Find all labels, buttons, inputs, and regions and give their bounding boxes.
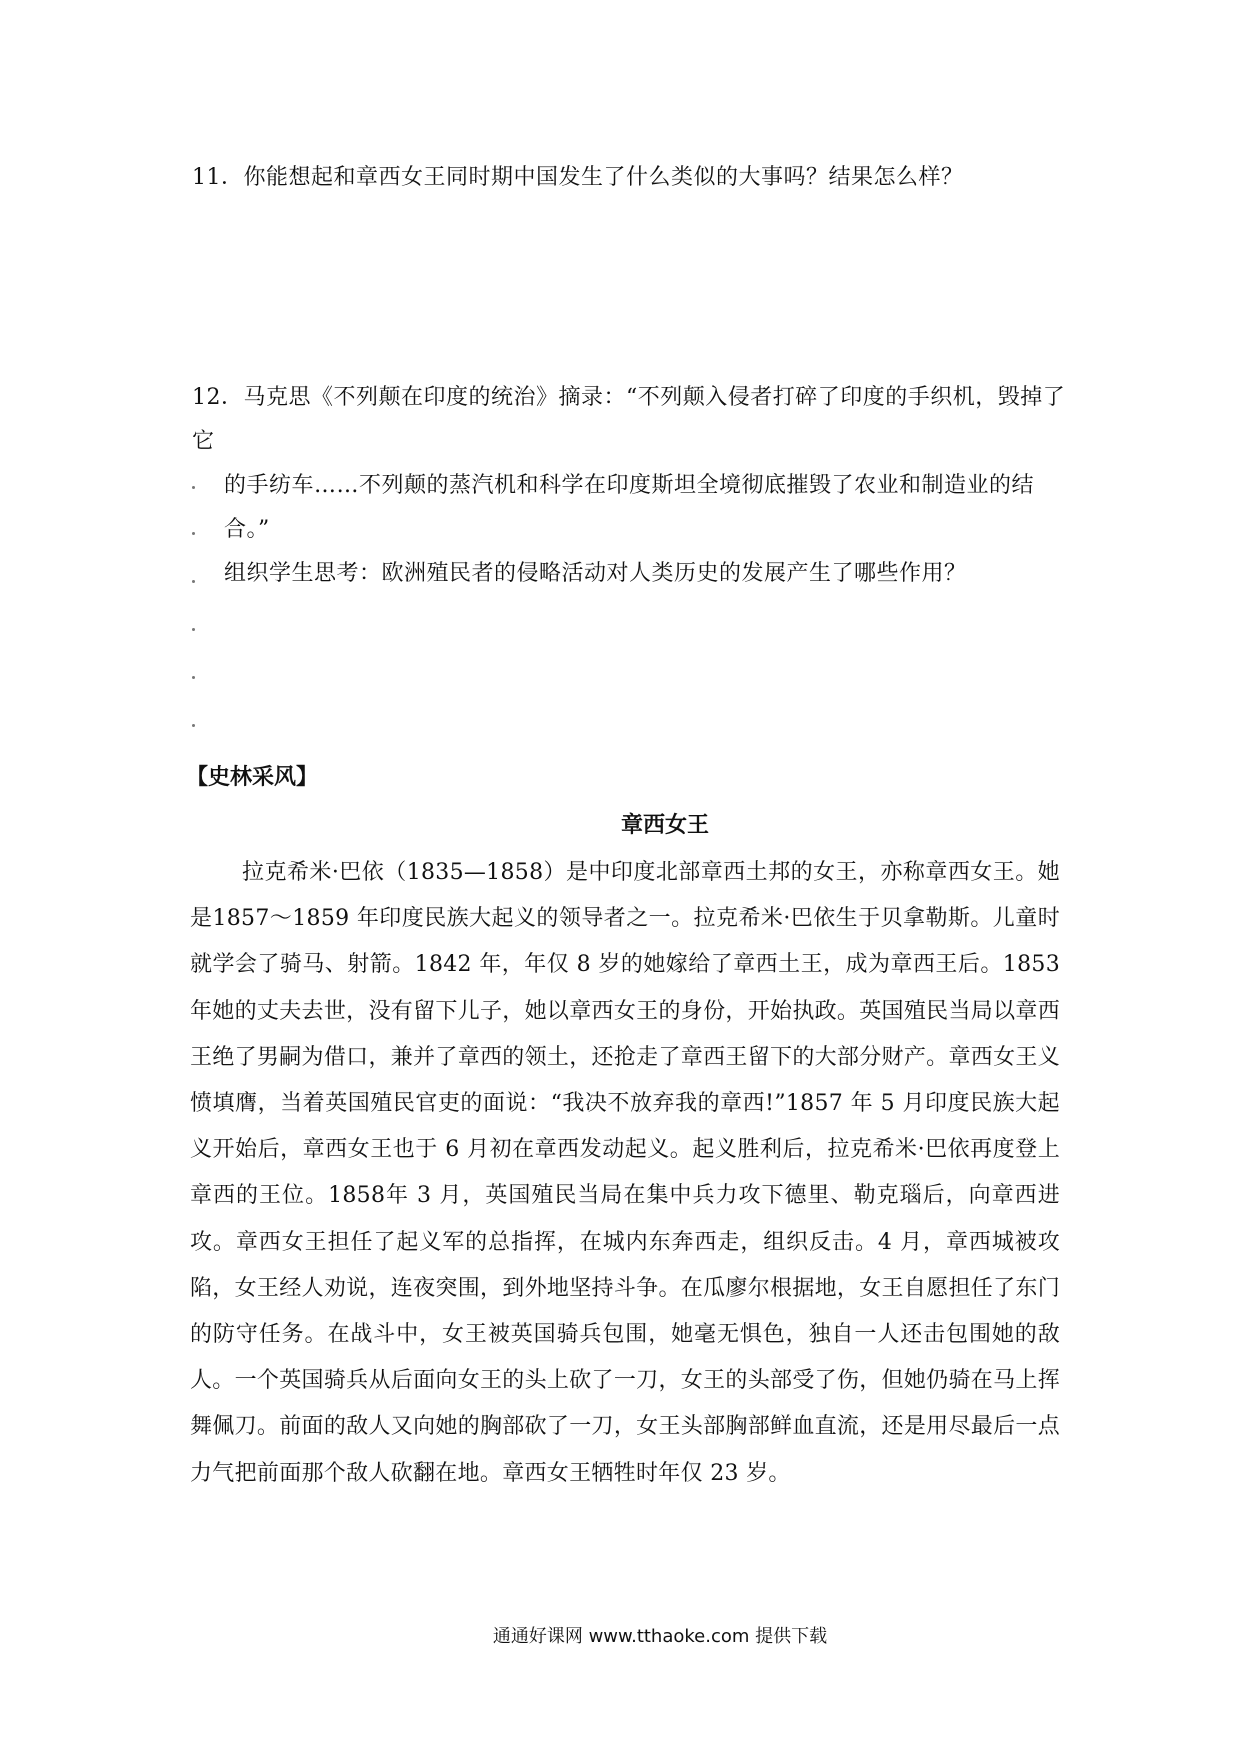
question-12-line-2: 的手纺车……不列颠的蒸汽机和科学在印度斯坦全境彻底摧毁了农业和制造业的结合。” [224,473,1035,542]
section-heading: 【史林采风】 [186,765,319,790]
answer-line-mark [192,580,195,583]
answer-line-mark [192,486,195,489]
question-12 [192,376,1072,596]
article-title: 章西女王 [620,813,709,838]
answer-line-mark [192,676,195,679]
article-body: 拉克希米·巴依（1835—1858）是中印度北部章西土邦的女王，亦称章西女王。她是1857～1859 年印度民族大起义的领导者之一。拉克希米·巴依生于贝拿勒斯。儿童时就学会了骑马、射箭。1842 年，年仅 8 岁的她嫁给了章西土王，成为章西王后。1853 年她的丈夫去世，没有留下儿子，她以章西女王的身份，开始执政。英国殖民当局以章西王绝了男嗣为借口，兼并了章西的领土，还抢走了章西王留下的大部分财产。章西女王义愤填膺，当着英国殖民官吏的面说：“我决不放弃我的章西!”1857 年 5 月印度民族大起义开始后，章西女王也于 6 月初在章西发动起义。起义胜利后，拉克希米·巴依再度登上章西的王位。1858年 3 月，英国殖民当局在集中兵力攻下德里、勒克瑙后，向章西进攻。章西女王担任了起义军的总指挥，在城内东奔西走，组织反击。4 月，章西城被攻陷，女王经人劝说，连夜突围，到外地坚持斗争。在瓜廖尔根据地，女王自愿担任了东门的防守任务。在战斗中，女王被英国骑兵包围，她毫无惧色，独自一人还击包围她的敌人。一个英国骑兵从后面向女王的头上砍了一刀，女王的头部受了伤，但她仍骑在马上挥舞佩刀。前面的敌人又向她的胸部砍了一刀，女王头部胸部鲜血直流，还是用尽最后一点力气把前面那个敌人砍翻在地。章西女王牺牲时年仅 23 岁。 [190,860,1060,1486]
answer-line-mark [192,628,195,631]
answer-line-mark [192,724,195,727]
question-11: 11．你能想起和章西女王同时期中国发生了什么类似的大事吗？结果怎么样？ [192,165,964,190]
footer-text: 通通好课网 www.tthaoke.com 提供下载 [492,1626,828,1647]
question-12-line-1: 12．马克思《不列颠在印度的统治》摘录：“不列颠入侵者打碎了印度的手织机，毁掉了它 [192,385,1066,454]
question-12-line-3: 组织学生思考：欧洲殖民者的侵略活动对人类历史的发展产生了哪些作用？ [224,561,967,586]
answer-line-mark [192,532,195,535]
